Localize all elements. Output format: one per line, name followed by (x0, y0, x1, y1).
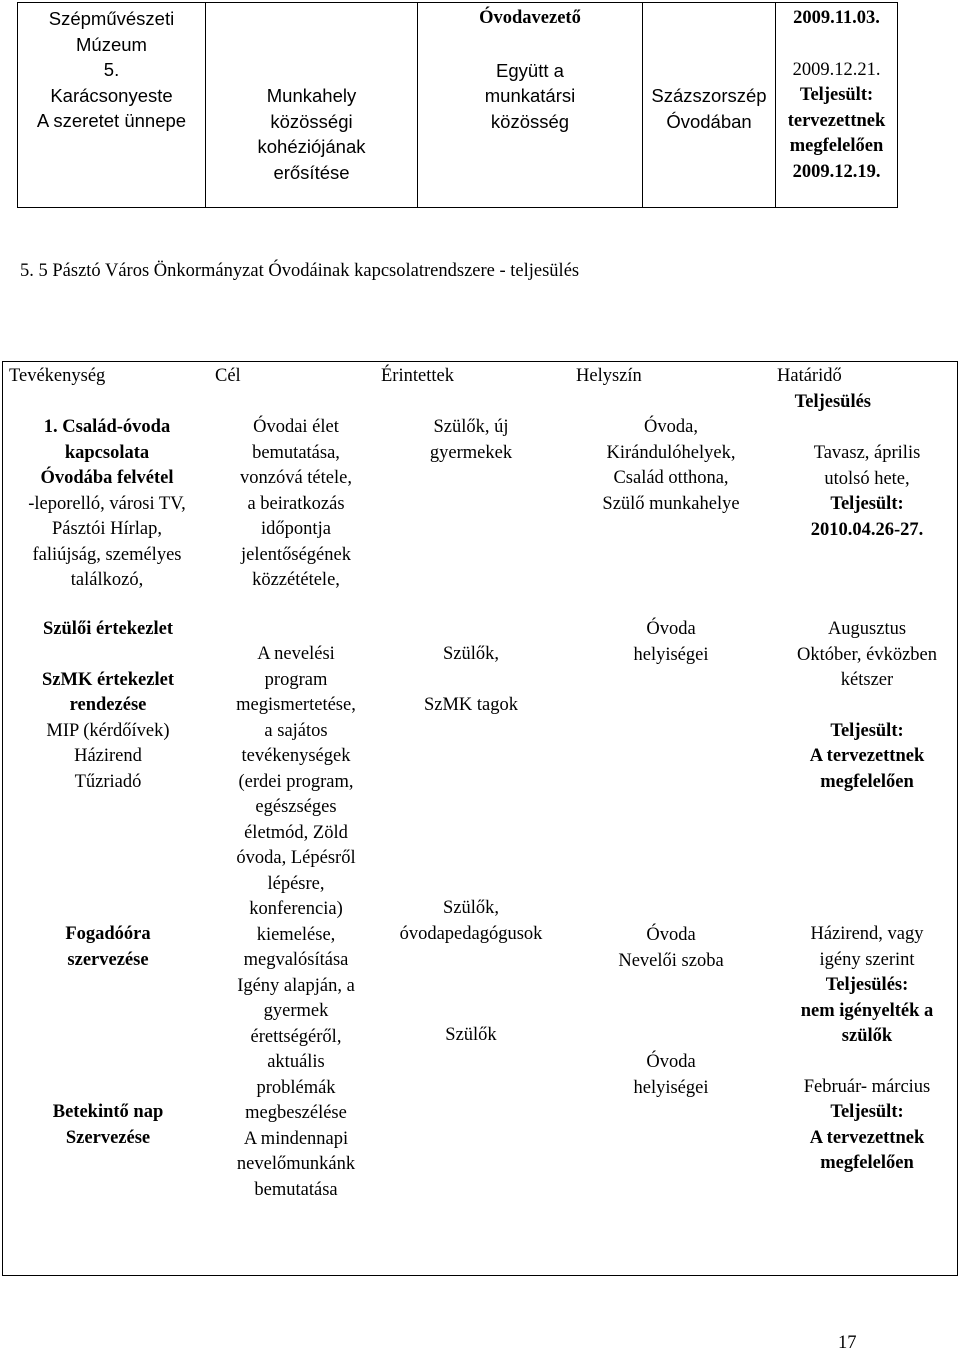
header-involved: Érintettek (381, 366, 454, 386)
goal-cell (211, 415, 381, 594)
activity-cell (3, 415, 211, 594)
goal-cell (211, 642, 381, 1203)
place-line: Szülő munkahelye (602, 493, 740, 514)
involved-line: Szülők, új (433, 417, 509, 437)
goal-line: Óvodai élet (253, 417, 339, 437)
place-line: Óvoda, (644, 417, 698, 437)
goal-line: konferencia) (249, 899, 343, 919)
deadline-status-line: megfelelően (789, 136, 884, 156)
goal-line: óvoda, Lépésről (236, 848, 356, 868)
goal-line: kiemelése, (256, 924, 336, 945)
activity-line: Pásztói Hírlap, (52, 519, 162, 539)
deadline-date: 2009.12.21. (792, 59, 881, 80)
goal-line: program (264, 669, 328, 690)
involved-line: óvodapedagógusok (399, 923, 543, 944)
goal-line: közzététele, (252, 570, 340, 590)
activity-line: Szülői értekezlet (43, 619, 173, 639)
goal-line: A nevelési (257, 644, 335, 664)
goal-line: aktuális (267, 1052, 325, 1072)
involved-cell (381, 415, 561, 466)
place-line: Kirándulóhelyek, (606, 442, 736, 463)
deadline-status-line: nem igényelték a (800, 1000, 934, 1021)
page-number: 17 (838, 1333, 857, 1353)
activity-line: 1. Család-óvoda (43, 417, 171, 437)
place-line: Család otthona, (613, 468, 729, 488)
deadline-status-line: Teljesült: (830, 720, 904, 741)
place-line: helyiségei (633, 644, 709, 665)
event-place-cell (643, 3, 776, 208)
activity-line: Óvodába felvétel (40, 468, 174, 488)
place-cell (561, 617, 781, 1101)
goal-line: a sajátos (264, 720, 328, 741)
deadline-status-line: A tervezettnek (809, 1127, 925, 1148)
deadline-status-line: szülők (841, 1026, 893, 1046)
deadline-top: 2009.11.03. (793, 8, 880, 28)
section-heading: 5. 5 Pásztó Város Önkormányzat Óvodáinak kapcsolatrendszere - teljesülés (20, 261, 580, 281)
participants-line: közösség (490, 110, 570, 132)
deadline-line: Október, évközben (796, 644, 937, 665)
involved-line: SzMK tagok (423, 694, 519, 715)
place-cell (561, 415, 781, 517)
deadline-line: utolsó hete, (824, 468, 910, 489)
goal-line: problémák (256, 1077, 336, 1098)
deadline-line: Augusztus (827, 619, 907, 639)
activity-line: kapcsolata (64, 442, 150, 463)
goal-line: vonzóvá tétele, (240, 468, 352, 488)
event-line: Karácsonyeste (50, 84, 173, 106)
event-line: 5. (103, 59, 120, 80)
deadline-line: kétszer (840, 670, 894, 690)
activity-line: faliújság, személyes (32, 544, 182, 565)
event-participants-cell (418, 3, 643, 208)
deadline-cell (779, 617, 955, 1177)
event-line: Múzeum (76, 33, 147, 55)
relations-table (2, 361, 958, 1276)
event-deadline-cell (776, 3, 898, 208)
activity-line: Tűzriadó (74, 771, 142, 792)
deadline-line: Tavasz, április (813, 443, 921, 463)
deadline-status-line: A tervezettnek (809, 746, 925, 766)
goal-line: erősítése (273, 161, 350, 183)
place-line: Százszorszép (651, 85, 767, 106)
goal-line: a beiratkozás (247, 493, 345, 514)
event-line: A szeretet ünnepe (36, 110, 187, 131)
place-line: helyiségei (633, 1077, 709, 1098)
deadline-status-line: megfelelően (820, 1153, 914, 1173)
place-line: Óvoda (646, 925, 696, 945)
activity-line: -leporelló, városi TV, (28, 493, 186, 514)
deadline-date2: 2009.12.19. (792, 161, 881, 182)
deadline-line: igény szerint (819, 949, 915, 970)
goal-line: jelentőségének (241, 544, 351, 565)
involved-line: Szülők, (442, 898, 499, 918)
deadline-status-line: Teljesült: (799, 85, 874, 105)
header-place: Helyszín (576, 366, 642, 386)
place-line: Óvoda (646, 619, 696, 639)
place-line: Nevelői szoba (618, 950, 724, 971)
goal-line: megbeszélése (245, 1103, 347, 1123)
header-deadline: Határidő (777, 366, 842, 386)
goal-line: közösségi (270, 110, 353, 132)
goal-line: kohéziójának (257, 136, 366, 157)
goal-line: megvalósítása (243, 950, 349, 970)
activity-line: Fogadóóra (65, 924, 151, 944)
goal-line: egészséges (255, 797, 337, 817)
event-line: Szépművészeti (48, 8, 175, 29)
participants-top: Óvodavezető (479, 8, 581, 28)
involved-line: Szülők, (442, 644, 499, 664)
goal-line: érettségéről, (250, 1026, 342, 1047)
deadline-cell (779, 441, 955, 543)
place-line: Óvodában (666, 110, 752, 132)
deadline-status-line: megfelelően (820, 771, 914, 792)
deadline-line: Február- március (803, 1076, 931, 1097)
activity-line: Házirend (74, 746, 142, 766)
deadline-status-line: Teljesült: (830, 494, 904, 514)
activity-line: szervezése (67, 949, 149, 970)
event-goal-cell (206, 3, 418, 208)
goal-line: életmód, Zöld (244, 822, 348, 843)
participants-line: Együtt a (496, 59, 564, 81)
goal-line: A mindennapi (243, 1128, 349, 1149)
events-table (17, 2, 898, 208)
goal-line: Igény alapján, a (237, 975, 355, 996)
activity-line: találkozó, (70, 570, 144, 590)
goal-line: bemutatása, (252, 442, 340, 463)
table-header (3, 362, 957, 412)
goal-line: bemutatása (254, 1179, 338, 1200)
deadline-status-line: Teljesült: (830, 1102, 904, 1122)
goal-line: megismertetése, (236, 695, 356, 715)
goal-line: időpontja (261, 519, 331, 539)
activity-line: rendezése (69, 695, 147, 715)
activity-cell (3, 617, 213, 1151)
activity-line: Szervezése (65, 1127, 151, 1148)
goal-line: tevékenységek (241, 746, 351, 766)
activity-line: MIP (kérdőívek) (46, 720, 170, 741)
goal-line: lépésre, (267, 873, 325, 894)
header-activity: Tevékenység (9, 366, 106, 386)
deadline-status-line: 2010.04.26-27. (810, 519, 924, 540)
goal-line: Munkahely (266, 85, 357, 106)
goal-line: gyermek (263, 1001, 329, 1021)
activity-line: Betekintő nap (52, 1102, 164, 1122)
goal-line: (erdei program, (238, 771, 354, 792)
participants-line: munkatársi (484, 85, 576, 106)
involved-line: gyermekek (429, 442, 513, 463)
event-name-cell (18, 3, 206, 208)
activity-line: SzMK értekezlet (42, 669, 174, 690)
header-status: Teljesülés (794, 392, 871, 412)
deadline-line: Házirend, vagy (810, 924, 924, 944)
involved-cell (381, 642, 561, 1049)
header-goal: Cél (215, 366, 241, 386)
goal-line: nevelőmunkánk (236, 1154, 356, 1174)
deadline-status-line: Teljesülés: (825, 975, 909, 995)
involved-line: Szülők (445, 1025, 497, 1045)
place-line: Óvoda (646, 1052, 696, 1072)
deadline-status-line: tervezettnek (787, 110, 886, 131)
